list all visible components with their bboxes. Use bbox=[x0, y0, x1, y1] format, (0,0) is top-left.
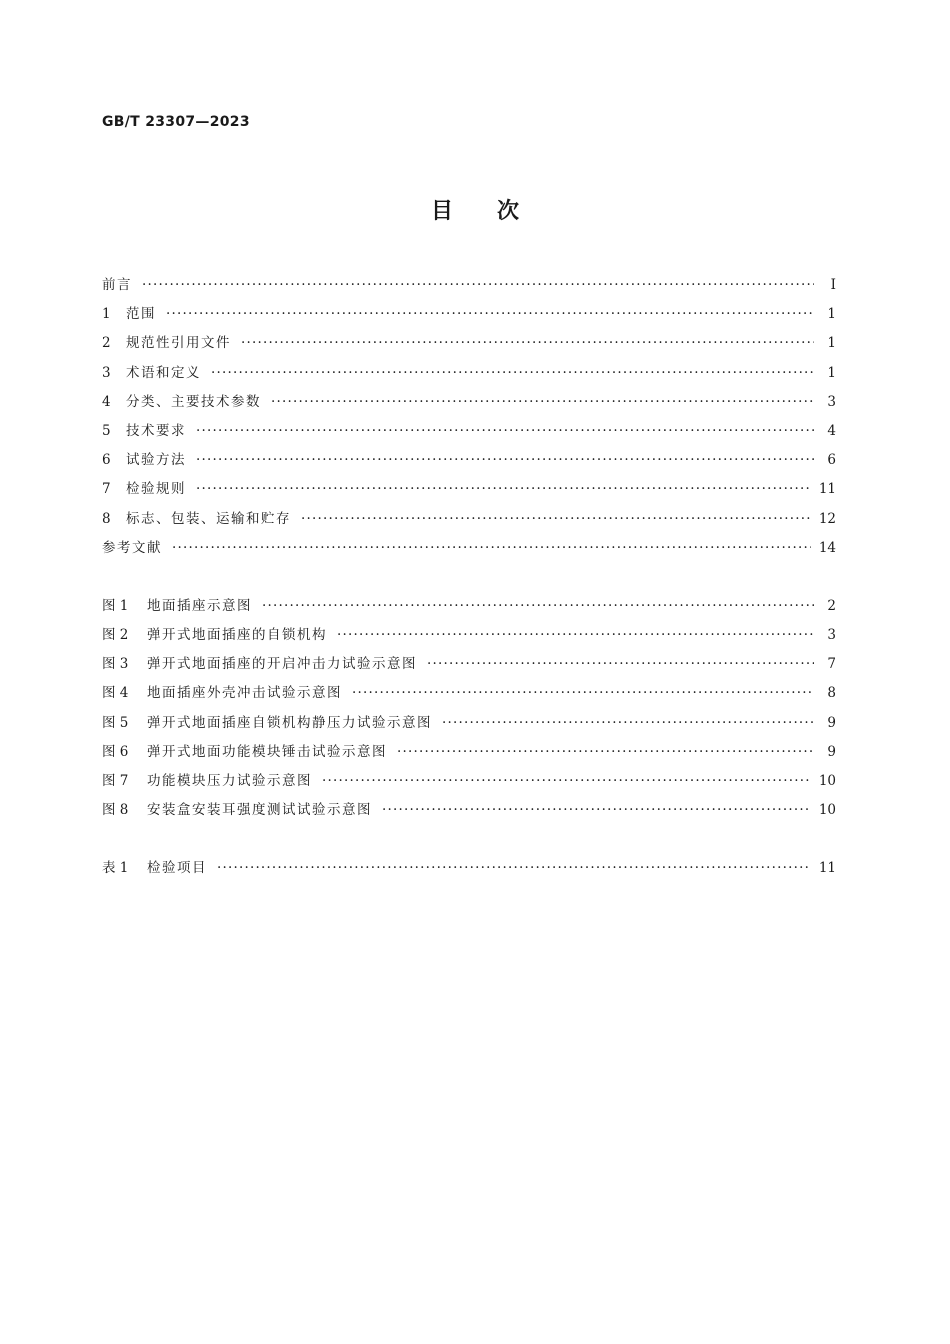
toc-entry-number: 表 1 bbox=[102, 860, 129, 877]
toc-entry-page: 14 bbox=[818, 539, 836, 556]
toc-entry[interactable] bbox=[102, 329, 836, 358]
toc-leader-dots bbox=[271, 388, 814, 417]
toc-entry-title: 试验方法 bbox=[126, 452, 186, 469]
toc-entry[interactable] bbox=[102, 271, 836, 300]
toc-leader-dots bbox=[397, 738, 814, 767]
toc-leader-dots bbox=[382, 796, 811, 825]
toc-entry-number: 4 bbox=[102, 393, 111, 410]
toc-entry-page: 7 bbox=[827, 656, 836, 673]
toc-entry[interactable] bbox=[102, 621, 836, 650]
toc-leader-dots bbox=[172, 534, 811, 563]
toc-entry-page: 9 bbox=[827, 743, 836, 760]
toc-leader-dots bbox=[352, 679, 814, 708]
toc-entry[interactable] bbox=[102, 505, 836, 534]
toc-entry-page: 9 bbox=[827, 714, 836, 731]
toc-figures bbox=[102, 592, 836, 826]
toc-entry-page: 1 bbox=[827, 306, 836, 323]
toc-entry-label bbox=[102, 329, 231, 358]
toc-entry-title: 弹开式地面插座的自锁机构 bbox=[147, 627, 327, 644]
toc-entry[interactable] bbox=[102, 738, 836, 767]
toc-entry-label bbox=[102, 475, 186, 504]
toc-entry-title: 功能模块压力试验示意图 bbox=[147, 773, 312, 789]
toc-entry-number: 图 7 bbox=[102, 773, 129, 789]
toc-entry-page: 8 bbox=[827, 685, 836, 702]
toc-gap bbox=[102, 825, 836, 854]
toc-leader-dots bbox=[217, 854, 811, 883]
toc-entry-page: 11 bbox=[818, 481, 836, 498]
toc-entry[interactable] bbox=[102, 417, 836, 446]
toc-entry-label bbox=[102, 446, 186, 475]
toc-entry-title: 术语和定义 bbox=[126, 364, 201, 381]
toc-leader-dots bbox=[166, 300, 814, 329]
toc-entry-number: 图 1 bbox=[102, 597, 129, 614]
toc-entry-title: 标志、包装、运输和贮存 bbox=[126, 510, 291, 527]
toc-entry-number: 图 4 bbox=[102, 685, 129, 702]
toc-entry-number: 2 bbox=[102, 335, 111, 352]
toc-entry-number: 6 bbox=[102, 452, 111, 469]
toc-entry-title: 分类、主要技术参数 bbox=[126, 393, 261, 410]
toc-entry[interactable] bbox=[102, 796, 836, 825]
toc-leader-dots bbox=[301, 505, 811, 534]
toc-entry-label bbox=[102, 679, 342, 708]
toc-leader-dots bbox=[337, 621, 814, 650]
toc-entry-page: 1 bbox=[827, 335, 836, 352]
toc-entry-label bbox=[102, 592, 252, 621]
toc-leader-dots bbox=[442, 709, 814, 738]
toc-entry-label bbox=[102, 271, 132, 300]
toc-gap bbox=[102, 563, 836, 592]
toc-leader-dots bbox=[322, 767, 811, 796]
toc-entry-label bbox=[102, 417, 186, 446]
toc-leader-dots bbox=[196, 475, 811, 504]
toc-entry-page: 10 bbox=[818, 773, 836, 789]
toc-leader-dots bbox=[142, 271, 814, 300]
toc-entry-page: 12 bbox=[818, 510, 836, 527]
toc-leader-dots bbox=[427, 650, 814, 679]
toc-entry-number: 7 bbox=[102, 481, 111, 498]
toc-leader-dots bbox=[262, 592, 814, 621]
toc-entry-title: 地面插座外壳冲击试验示意图 bbox=[147, 685, 342, 702]
toc-entry[interactable] bbox=[102, 650, 836, 679]
toc-entry-title: 检验项目 bbox=[147, 860, 207, 877]
page-title: 目次 bbox=[430, 199, 563, 224]
toc-entry-number: 5 bbox=[102, 422, 111, 439]
toc-entry-title: 检验规则 bbox=[126, 481, 186, 498]
toc-entry-label bbox=[102, 300, 156, 329]
toc-leader-dots bbox=[196, 417, 814, 446]
toc-entry-page: 3 bbox=[827, 627, 836, 644]
toc-entry-title: 安装盒安装耳强度测试试验示意图 bbox=[147, 802, 372, 819]
toc-entry-title: 弹开式地面插座的开启冲击力试验示意图 bbox=[147, 656, 417, 673]
toc-entry-page: Ⅰ bbox=[830, 277, 836, 293]
toc-leader-dots bbox=[211, 359, 814, 388]
toc-entry-number: 图 5 bbox=[102, 714, 129, 731]
toc-entry[interactable] bbox=[102, 300, 836, 329]
toc-entry[interactable] bbox=[102, 388, 836, 417]
toc-entry-label bbox=[102, 359, 201, 388]
toc-entry-label bbox=[102, 650, 417, 679]
toc-entry-label bbox=[102, 854, 207, 883]
toc-entry[interactable] bbox=[102, 534, 836, 563]
toc-entry[interactable] bbox=[102, 709, 836, 738]
toc-entry-label bbox=[102, 738, 387, 767]
toc-sections bbox=[102, 271, 836, 563]
toc-entry-page: 4 bbox=[827, 422, 836, 439]
toc-entry-number: 图 6 bbox=[102, 743, 129, 760]
toc-entry[interactable] bbox=[102, 679, 836, 708]
toc-entry-title: 弹开式地面插座自锁机构静压力试验示意图 bbox=[147, 714, 432, 731]
toc-entry-number: 1 bbox=[102, 306, 111, 323]
toc-entry-page: 10 bbox=[818, 802, 836, 819]
toc-entry-label bbox=[102, 505, 291, 534]
toc-entry-number: 图 2 bbox=[102, 627, 129, 644]
toc-entry-label bbox=[102, 534, 162, 563]
standard-code: GB/T 23307—2023 bbox=[102, 114, 250, 130]
toc-entry-label bbox=[102, 621, 327, 650]
toc-entry[interactable] bbox=[102, 592, 836, 621]
toc-leader-dots bbox=[241, 329, 814, 358]
toc-tables bbox=[102, 854, 836, 883]
toc-entry[interactable] bbox=[102, 359, 836, 388]
toc-entry-page: 11 bbox=[818, 860, 836, 877]
toc-entry-label bbox=[102, 388, 261, 417]
table-of-contents bbox=[102, 271, 836, 884]
toc-entry-title: 范围 bbox=[126, 306, 156, 323]
toc-entry-title: 规范性引用文件 bbox=[126, 335, 231, 352]
toc-entry-page: 2 bbox=[827, 597, 836, 614]
toc-entry-number: 图 3 bbox=[102, 656, 129, 673]
toc-entry-label bbox=[102, 796, 372, 825]
toc-entry[interactable] bbox=[102, 767, 836, 796]
toc-entry-title: 地面插座示意图 bbox=[147, 597, 252, 614]
toc-entry-label bbox=[102, 709, 432, 738]
toc-entry-label bbox=[102, 767, 312, 796]
toc-entry-number: 8 bbox=[102, 510, 111, 527]
toc-entry-page: 3 bbox=[827, 393, 836, 410]
toc-entry-title: 前言 bbox=[102, 277, 132, 293]
toc-entry-number: 图 8 bbox=[102, 802, 129, 819]
toc-leader-dots bbox=[196, 446, 814, 475]
toc-entry-page: 6 bbox=[827, 452, 836, 469]
toc-entry[interactable] bbox=[102, 854, 836, 883]
toc-entry[interactable] bbox=[102, 446, 836, 475]
toc-entry-title: 技术要求 bbox=[126, 422, 186, 439]
toc-entry-number: 3 bbox=[102, 364, 111, 381]
toc-entry[interactable] bbox=[102, 475, 836, 504]
toc-entry-title: 参考文献 bbox=[102, 539, 162, 556]
toc-entry-page: 1 bbox=[827, 364, 836, 381]
toc-entry-title: 弹开式地面功能模块锤击试验示意图 bbox=[147, 743, 387, 760]
